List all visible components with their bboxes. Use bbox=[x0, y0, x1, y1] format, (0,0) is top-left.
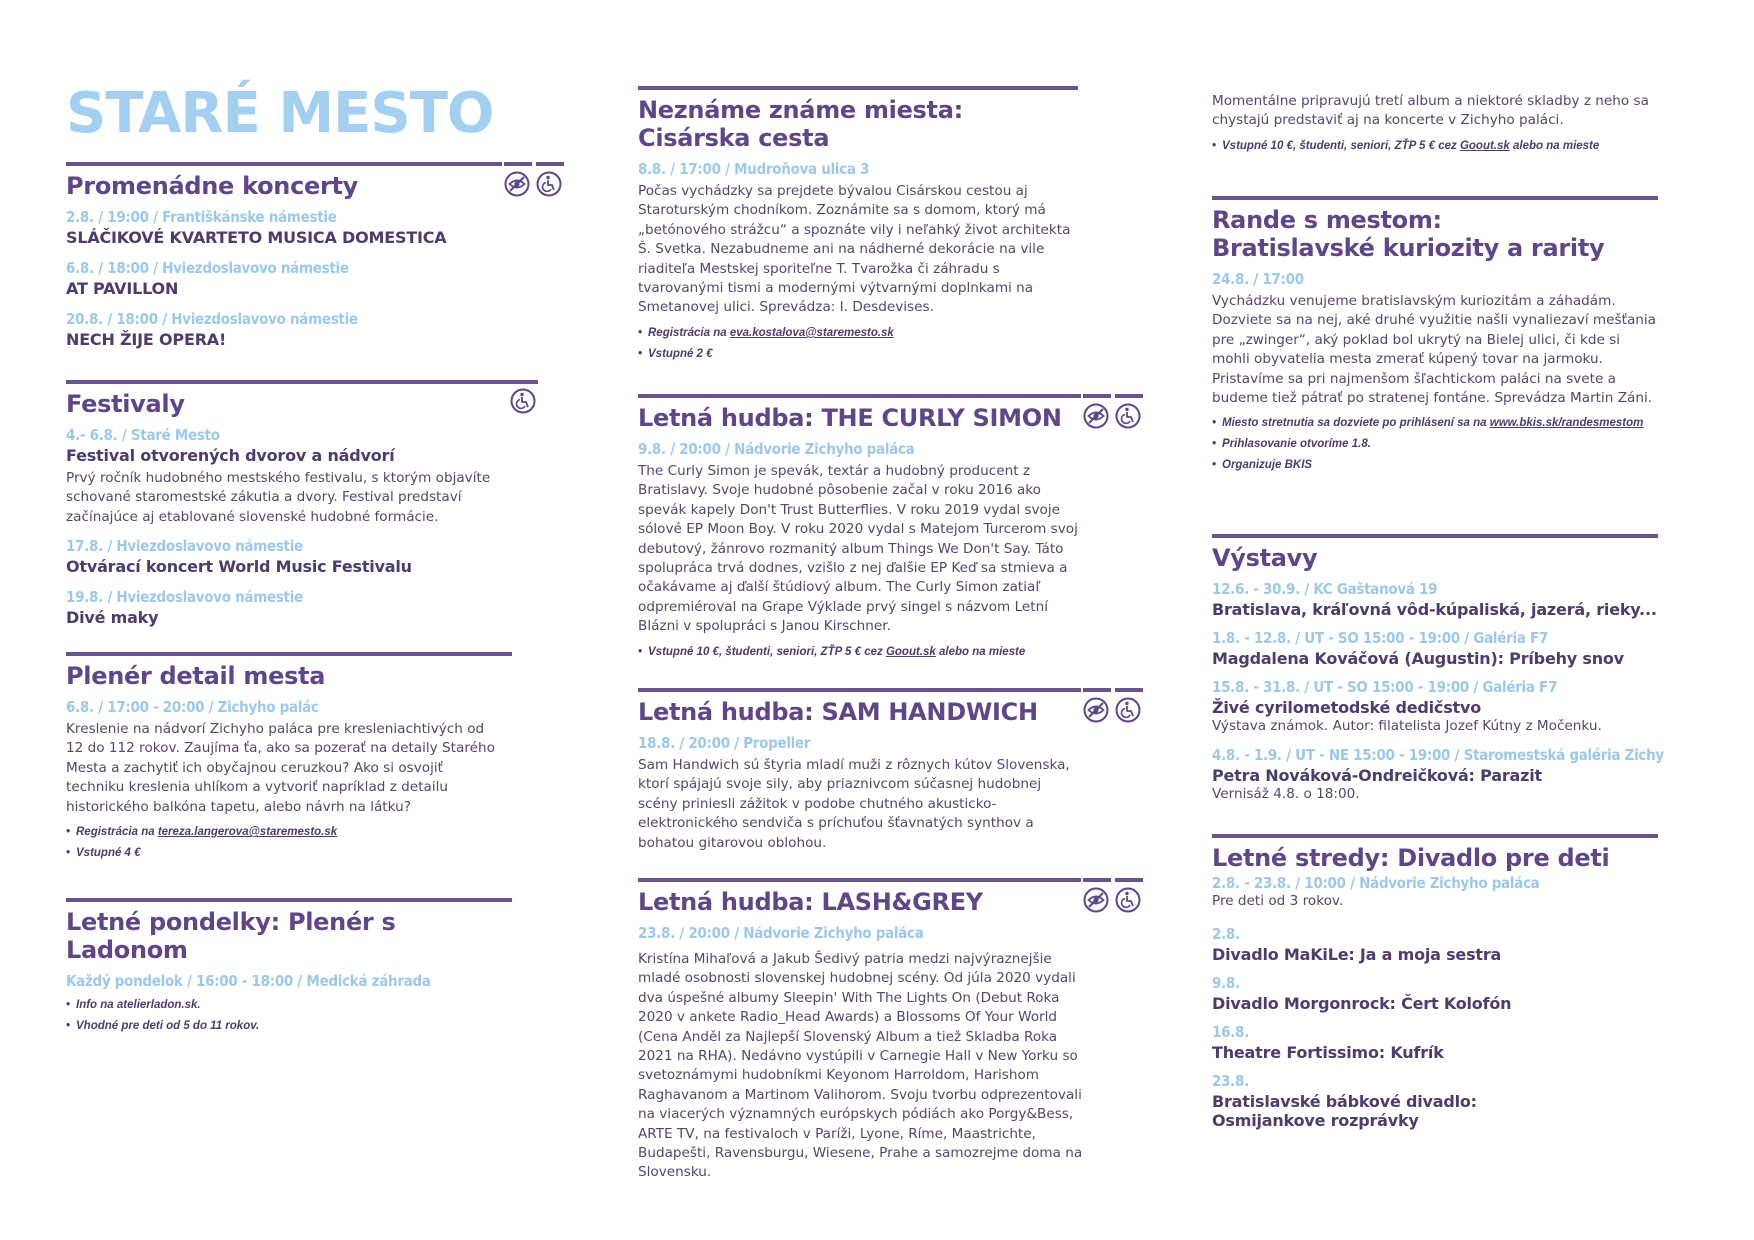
event-meta: 23.8. / 20:00 / Nádvorie Zichyho paláca bbox=[638, 924, 924, 942]
event-description: Výstava známok. Autor: filatelista Jozef Kútny z Močenku. bbox=[1212, 718, 1602, 734]
section-sam-handwich bbox=[638, 688, 1143, 853]
event-meta: Každý pondelok / 16:00 - 18:00 / Medická záhrada bbox=[66, 972, 431, 990]
event-title: Bratislavské bábkové divadlo: Osmijankove rozprávky bbox=[1212, 1092, 1477, 1131]
fee-note: • Vstupné 2 € bbox=[638, 348, 1078, 360]
section-vystavy bbox=[1212, 534, 1664, 805]
section-rule bbox=[638, 86, 1078, 90]
event-meta: 18.8. / 20:00 / Propeller bbox=[638, 734, 811, 752]
fee-note: • Vstupné 10 €, študenti, seniori, ZŤP 5 € cez Goout.sk alebo na mieste bbox=[1212, 140, 1662, 152]
event-title: AT PAVILLON bbox=[66, 279, 179, 298]
event-meta: 16.8. bbox=[1212, 1023, 1249, 1042]
event-title: Otvárací koncert World Music Festivalu bbox=[66, 557, 412, 577]
registration-note: • Registrácia na eva.kostalova@staremesto.sk bbox=[638, 327, 1078, 339]
section-rande bbox=[1212, 196, 1658, 471]
event-title: Živé cyrilometodské dedičstvo bbox=[1212, 698, 1481, 717]
wheelchair-icon bbox=[510, 388, 536, 414]
section-rule bbox=[66, 652, 512, 656]
event-title: Magdalena Kováčová (Augustin): Príbehy snov bbox=[1212, 649, 1624, 668]
goout-link[interactable]: Goout.sk bbox=[1459, 139, 1510, 152]
section-title: Rande s mestom: Bratislavské kuriozity a rarity bbox=[1212, 206, 1605, 262]
event-meta: 23.8. bbox=[1212, 1072, 1249, 1091]
eye-crossed-icon bbox=[1083, 403, 1109, 429]
fee-note: • Vstupné 10 €, študenti, seniori, ZŤP 5 € cez Goout.sk alebo na mieste bbox=[638, 646, 1143, 658]
section-title: Letné pondelky: Plenér s Ladonom bbox=[66, 908, 396, 964]
section-lash-grey bbox=[638, 878, 1143, 1183]
section-rule bbox=[66, 162, 502, 166]
wheelchair-icon bbox=[1115, 697, 1141, 723]
goout-link[interactable]: Goout.sk bbox=[885, 645, 936, 658]
section-festivaly bbox=[66, 380, 538, 627]
wheelchair-icon bbox=[536, 171, 562, 197]
event-title: NECH ŽIJE OPERA! bbox=[66, 330, 227, 349]
section-plener bbox=[66, 652, 512, 859]
section-title: Neznáme známe miesta: Cisárska cesta bbox=[638, 96, 963, 152]
event-meta: 4.8. - 1.9. / UT - NE 15:00 - 19:00 / Staromestská galéria Zichy bbox=[1212, 746, 1664, 765]
event-description: Prvý ročník hudobného mestského festivalu, s ktorým objavíte schované staromestské zákutia a dvory. Festival predstaví začínajúce aj etablované slovenské hudobné formácie. bbox=[66, 470, 491, 525]
section-title: Promenádne koncerty bbox=[66, 172, 359, 200]
registration-note: • Prihlasovanie otvoríme 1.8. bbox=[1212, 438, 1658, 450]
event-meta: 1.8. - 12.8. / UT - SO 15:00 - 19:00 / Galéria F7 bbox=[1212, 629, 1548, 647]
eye-crossed-icon bbox=[504, 171, 530, 197]
page-title: STARÉ MESTO bbox=[66, 81, 494, 146]
meeting-note: • Miesto stretnutia sa dozviete po prihlásení sa na www.bkis.sk/randesmestom bbox=[1212, 417, 1658, 429]
event-meta: 6.8. / 17:00 - 20:00 / Zichyho palác bbox=[66, 698, 319, 716]
event-description: Kristína Mihaľová a Jakub Šedivý patria medzi najvýraznejšie mladé osobnosti slovenskej hudobnej scény. Od júla 2020 vydali dva úspešné albumy Sleepin' With The Lights On (Debut Roka 2020 v ankete Radio_Head Awards) a Blossoms Of Your World (Cena Anděl za Najlepší Slovenský Album a tiež Skladba Roka 2021 na RHA). Nedávno vystúpili v Carnegie Hall v New Yorku so svetoznámymi hudobníkmi Keyonom Harroldom, Harishom Raghavanom a Martinom Valihorom. Svoju tvorbu odprezentovali na viacerých významných európskych pódiách ako Porgy&Bess, ARTE TV, na festivaloch v Paríži, Lyone, Ríme, Maastrichte, Budapešti, Ravensburgu, Wiesene, Prahe a samozrejme doma na Slovensku. bbox=[638, 951, 1083, 1181]
section-rule bbox=[1212, 834, 1658, 838]
event-title: Divadlo Morgonrock: Čert Kolofón bbox=[1212, 994, 1512, 1014]
event-meta: 2.8. - 23.8. / 10:00 / Nádvorie Zichyho paláca bbox=[1212, 874, 1540, 892]
event-meta: 24.8. / 17:00 bbox=[1212, 270, 1304, 288]
event-title: SLÁČIKOVÉ KVARTETO MUSICA DOMESTICA bbox=[66, 228, 447, 247]
event-description: Vernisáž 4.8. o 18:00. bbox=[1212, 786, 1360, 803]
section-rule bbox=[1212, 534, 1658, 538]
event-meta: 2.8. bbox=[1212, 925, 1240, 944]
info-note: • Info na atelierladon.sk. bbox=[66, 999, 512, 1011]
section-rule bbox=[1212, 196, 1658, 200]
bkis-link[interactable]: www.bkis.sk/randesmestom bbox=[1489, 417, 1644, 430]
eye-crossed-icon bbox=[1083, 887, 1109, 913]
email-link[interactable]: tereza.langerova@staremesto.sk bbox=[157, 826, 338, 839]
wheelchair-icon bbox=[1115, 887, 1141, 913]
wheelchair-icon bbox=[1115, 403, 1141, 429]
event-description: Pre deti od 3 rokov. bbox=[1212, 893, 1344, 909]
event-meta: 9.8. bbox=[1212, 974, 1240, 993]
section-rule bbox=[66, 380, 538, 384]
event-title: Bratislava, kráľovná vôd-kúpaliská, jazerá, rieky... bbox=[1212, 600, 1657, 619]
event-meta: 17.8. / Hviezdoslavovo námestie bbox=[66, 537, 303, 556]
event-meta: 19.8. / Hviezdoslavovo námestie bbox=[66, 588, 303, 607]
event-title: Theatre Fortissimo: Kufrík bbox=[1212, 1043, 1444, 1063]
section-lash-continued bbox=[1212, 92, 1662, 152]
section-title: Letná hudba: LASH&GREY bbox=[638, 888, 983, 916]
section-rule bbox=[638, 878, 1081, 882]
section-title: Plenér detail mesta bbox=[66, 662, 326, 690]
event-description: Kreslenie na nádvorí Zichyho paláca pre kresleniachtivých od 12 do 112 rokov. Zaujíma ťa, ako sa pozerať na detaily Starého Mesta a zachytiť ich obyčajnou ceruzkou? Ako si osvojiť techniku kreslenia uhlíkom a vytvoriť napríklad z detailu historického balkóna tapetu, alebo návrh na látku? bbox=[66, 721, 495, 815]
email-link[interactable]: eva.kostalova@staremesto.sk bbox=[729, 326, 894, 339]
event-title: Petra Nováková-Ondreičková: Parazit bbox=[1212, 766, 1542, 786]
event-description: The Curly Simon je spevák, textár a hudobný producent z Bratislavy. Svoje hudobné pôsobenie začal v roku 2016 ako spevák kapely Don't Trust Butterflies. V roku 2019 vydal svoje sólové EP Moon Boy. V roku 2020 vydal s Matejom Turcerom svoj debutový, žánrovo rozmanitý album Things We Don't Say. Táto spolupráca trvá dodnes, vzišlo z nej ďalšie EP Keď sa stmieva a očakávame aj ďalší štúdiový album. The Curly Simon zatiaľ odpremiéroval na Grape Výklade prvý singel s názvom Letní Blázni v spolupráci s Janou Kirschner. bbox=[638, 463, 1078, 635]
eye-crossed-icon bbox=[1083, 697, 1109, 723]
section-title: Letná hudba: SAM HANDWICH bbox=[638, 698, 1038, 726]
event-description: Počas vychádzky sa prejdete bývalou Cisárskou cestou aj Staroturským chodníkom. Zoznámite sa s domom, ktorý má „betónového strážcu“ a spoznáte vily i neľahký život architekta Š. Svetka. Nezabudneme ani na nádherné dekorácie na vile riaditeľa Mestskej sporiteľne T. Tvarožka či záhradu s tvarovanými tismi a modernými výtvarnými doplnkami na Smetanovej ulici. Sprevádza: I. Desdevises. bbox=[638, 183, 1071, 316]
registration-note: • Registrácia na tereza.langerova@staremesto.sk bbox=[66, 826, 512, 838]
organizer-note: • Organizuje BKIS bbox=[1212, 459, 1658, 471]
event-description: Sam Handwich sú štyria mladí muži z rôznych kútov Slovenska, ktorí spájajú svoje sily, aby priaznivcom súčasnej hudobnej scény priniesli zážitok v podobe chutného akusticko-elektronického sendviča s príchuťou šťavnatých synthov a bohatou gitarovou oblohou. bbox=[638, 757, 1070, 851]
event-meta: 20.8. / 18:00 / Hviezdoslavovo námestie bbox=[66, 310, 358, 328]
section-cisarska bbox=[638, 86, 1078, 360]
event-meta: 15.8. - 31.8. / UT - SO 15:00 - 19:00 / Galéria F7 bbox=[1212, 678, 1558, 696]
fee-note: • Vstupné 4 € bbox=[66, 847, 512, 859]
event-description: Momentálne pripravujú tretí album a niektoré skladby z neho sa chystajú predstaviť aj na koncerte v Zichyho paláci. bbox=[1212, 93, 1649, 129]
event-meta: 2.8. / 19:00 / Františkánske námestie bbox=[66, 208, 337, 226]
section-rule bbox=[66, 898, 512, 902]
section-title: Výstavy bbox=[1212, 544, 1318, 572]
event-title: Divé maky bbox=[66, 608, 159, 628]
section-title: Letná hudba: THE CURLY SIMON bbox=[638, 404, 1062, 432]
event-meta: 8.8. / 17:00 / Mudroňova ulica 3 bbox=[638, 160, 870, 178]
section-title: Letné stredy: Divadlo pre deti bbox=[1212, 844, 1610, 872]
section-rule bbox=[638, 394, 1081, 398]
section-title: Festivaly bbox=[66, 390, 185, 418]
event-title: Festival otvorených dvorov a nádvorí bbox=[66, 446, 395, 465]
event-meta: 4.- 6.8. / Staré Mesto bbox=[66, 426, 220, 444]
section-stredy bbox=[1212, 834, 1658, 1130]
event-meta: 12.6. - 30.9. / KC Gaštanová 19 bbox=[1212, 580, 1438, 598]
event-meta: 6.8. / 18:00 / Hviezdoslavovo námestie bbox=[66, 259, 349, 277]
age-note: • Vhodné pre deti od 5 do 11 rokov. bbox=[66, 1020, 512, 1032]
event-meta: 9.8. / 20:00 / Nádvorie Zichyho paláca bbox=[638, 440, 915, 458]
section-rule bbox=[638, 688, 1081, 692]
section-pondelky bbox=[66, 898, 512, 1032]
section-curly-simon bbox=[638, 394, 1143, 658]
section-promenade bbox=[66, 162, 564, 349]
event-description: Vychádzku venujeme bratislavským kuriozitám a záhadám. Dozviete sa na nej, aké druhé využitie našli vynaliezaví mešťania pre „zwinger“, aký poklad bol ukrytý na Bielej ulici, či kde si mohli obyvatelia mesta zmerať kúpený tovar na jarmoku. Pristavíme sa pri najmenšom šľachtickom paláci na svete a budeme tiež pátrať po stratenej fontáne. Sprevádza Martin Záni. bbox=[1212, 293, 1656, 407]
event-title: Divadlo MaKiLe: Ja a moja sestra bbox=[1212, 945, 1502, 965]
